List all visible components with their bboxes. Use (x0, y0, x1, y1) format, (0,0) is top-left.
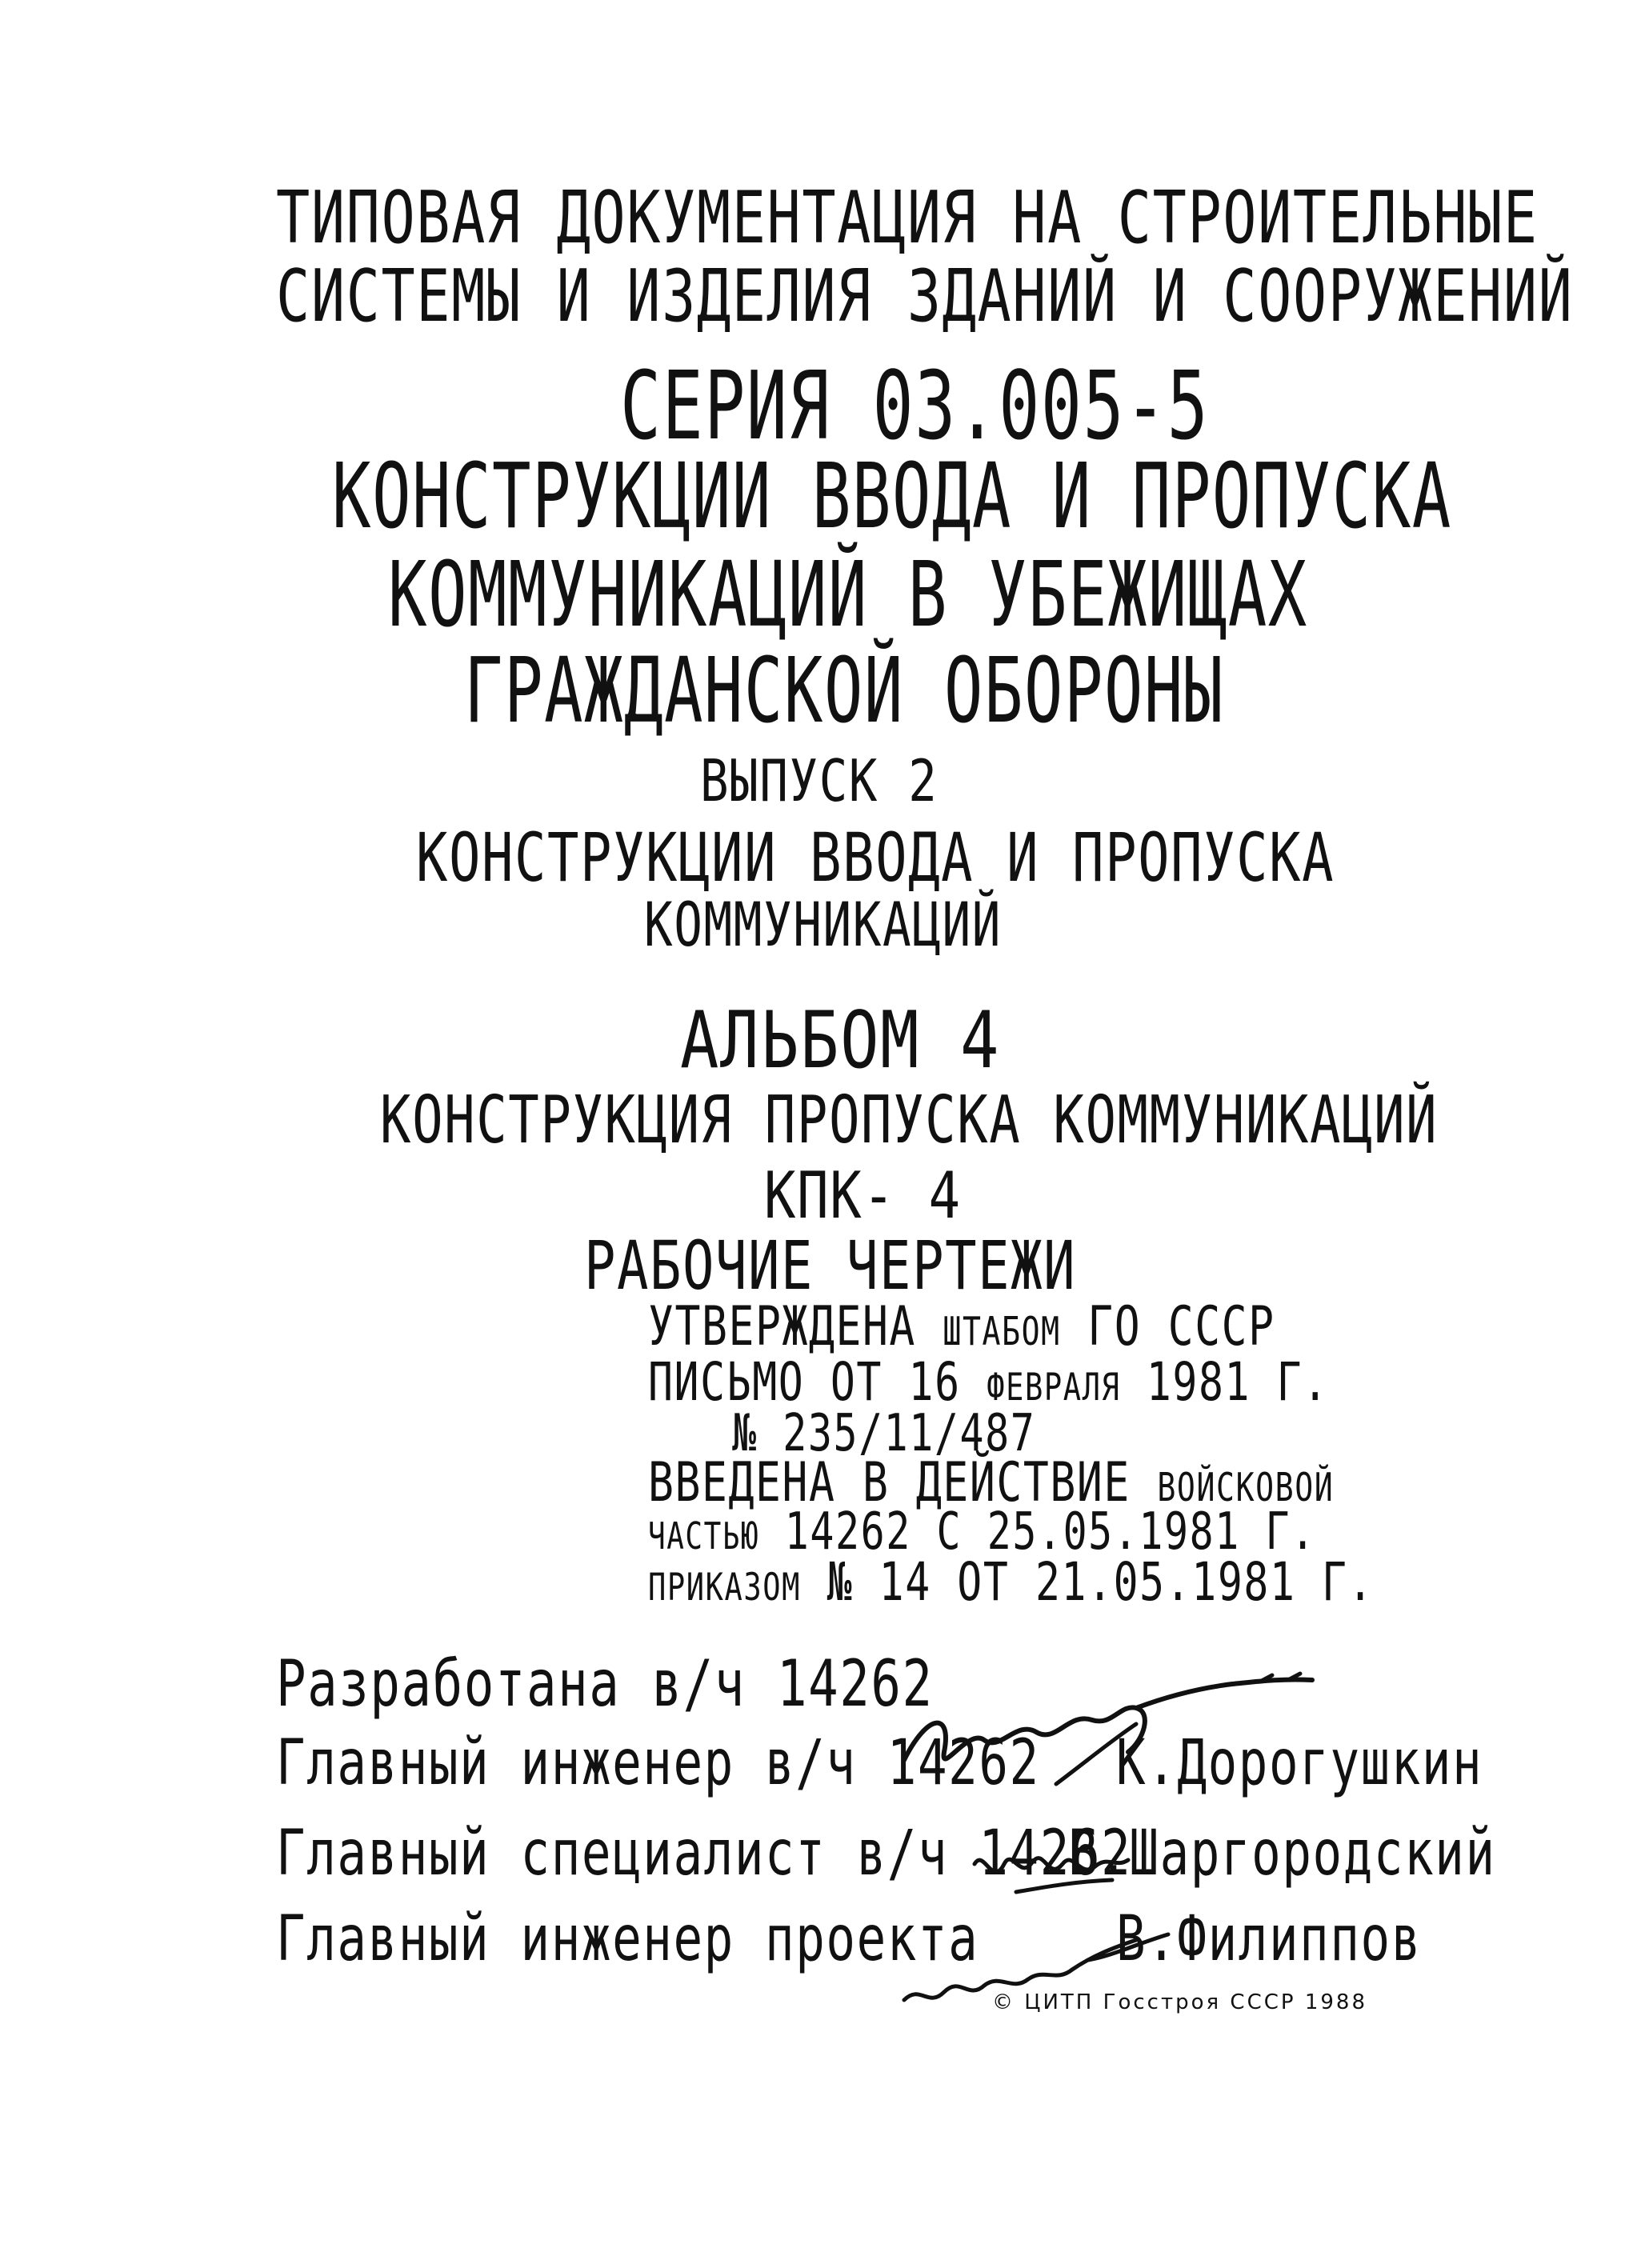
credits-developed: Разработана в/ч 14262 (276, 1646, 934, 1721)
credits-chief-specialist-role: Главный специалист в/ч 14262 (276, 1818, 1132, 1890)
approval-enacted: ВВЕДЕНА В ДЕЙСТВИЕ ВОЙСКОВОЙ (648, 1451, 1335, 1514)
album-number: АЛЬБОМ 4 (680, 995, 1001, 1086)
header-line-2: СИСТЕМЫ И ИЗДЕЛИЯ ЗДАНИЙ И СООРУЖЕНИЙ (276, 254, 1574, 338)
issue-title-line-1: КОНСТРУКЦИИ ВВОДА И ПРОПУСКА (416, 818, 1335, 897)
approval-order: ПРИКАЗОМ № 14 ОТ 21.05.1981 Г. (648, 1551, 1375, 1613)
series-title-line-2: КОММУНИКАЦИЙ В УБЕЖИЩАХ (388, 543, 1308, 647)
album-title: КОНСТРУКЦИЯ ПРОПУСКА КОММУНИКАЦИЙ (380, 1082, 1439, 1158)
header-line-1: ТИПОВАЯ ДОКУМЕНТАЦИЯ НА СТРОИТЕЛЬНЫЕ (276, 176, 1539, 260)
credits-project-engineer-role: Главный инженер проекта (276, 1903, 979, 1975)
album-kind: РАБОЧИЕ ЧЕРТЕЖИ (584, 1226, 1077, 1305)
copyright-note: © ЦИТП Госстроя СССР 1988 (992, 1990, 1367, 2014)
approval-letter: ПИСЬМО ОТ 16 ФЕВРАЛЯ 1981 Г. (648, 1351, 1329, 1413)
approval-letter-number: № 235/11/487 (732, 1404, 1036, 1463)
approval-unit: ЧАСТЬЮ 14262 С 25.05.1981 Г. (648, 1502, 1316, 1562)
series-title-line-3: ГРАЖДАНСКОЙ ОБОРОНЫ (464, 639, 1224, 743)
credits-chief-engineer-name: К.Дорогушкин (1116, 1727, 1483, 1799)
album-code: КПК- 4 (764, 1158, 962, 1233)
series-title-line-1: КОНСТРУКЦИИ ВВОДА И ПРОПУСКА (332, 445, 1452, 549)
issue-number: ВЫПУСК 2 (700, 747, 939, 814)
signature-chief-engineer (896, 1664, 1344, 1792)
credits-chief-engineer-role: Главный инженер в/ч 14262 (276, 1727, 1040, 1799)
credits-project-engineer-name: В.Филиппов (1116, 1903, 1422, 1975)
series-number: СЕРИЯ 03.005-5 (620, 350, 1210, 461)
approval-approved: УТВЕРЖДЕНА ШТАБОМ ГО СССР (648, 1295, 1275, 1358)
credits-chief-specialist-name: В.Шаргородский (1068, 1818, 1496, 1890)
issue-title-line-2: КОММУНИКАЦИЙ (644, 889, 1003, 960)
signature-chief-specialist (968, 1832, 1144, 1912)
